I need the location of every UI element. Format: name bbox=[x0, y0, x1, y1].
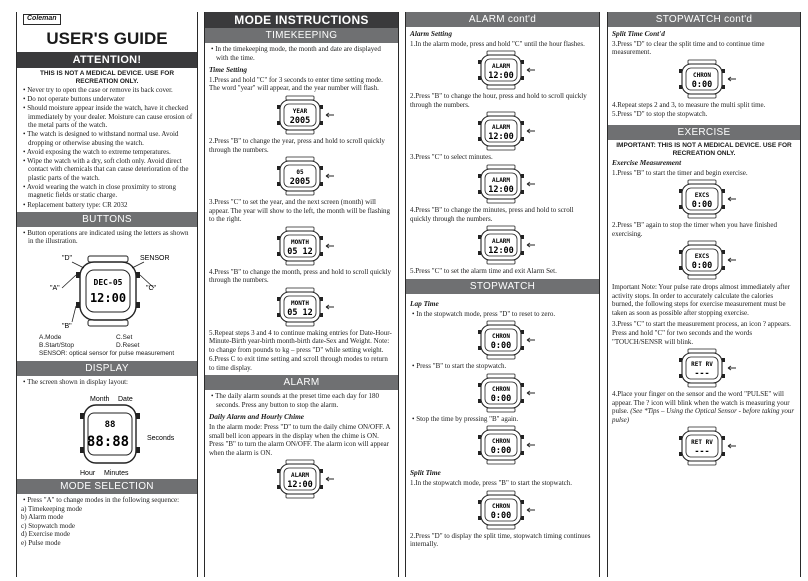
minutes-label: Minutes bbox=[104, 469, 129, 477]
exercise-watch-4 bbox=[612, 426, 796, 466]
important-note: Important Note: Your pulse rate drops almost immediately after activity stops. In order to accurately calculate the calories burned, the following steps for exercise measurement must be taken as soon as possible after stopping exercise. bbox=[612, 283, 790, 317]
watch-top-readout: EXCS bbox=[694, 192, 710, 200]
display-header: DISPLAY bbox=[17, 361, 197, 376]
button-d-label: "D" bbox=[62, 255, 73, 263]
daily-alarm-title: Daily Alarm and Hourly Chime bbox=[209, 412, 305, 422]
legend-c: C.Set bbox=[116, 334, 133, 342]
alarm-step-5: 5.Press "C" to set the alarm time and exit Alarm Set. bbox=[410, 267, 557, 276]
alarm-header: ALARM bbox=[205, 375, 398, 390]
exercise-step-2: 2.Press "B" again to stop the timer when you have finished exercising. bbox=[612, 221, 777, 238]
date-label: Date bbox=[118, 395, 133, 403]
watch-icon bbox=[679, 349, 736, 387]
watch-icon bbox=[277, 157, 334, 195]
legend-b: B.Start/Stop bbox=[39, 342, 75, 350]
column-general bbox=[16, 12, 198, 577]
watch-top-readout: RET RV bbox=[691, 439, 713, 447]
watch-top-readout: MONTH bbox=[290, 299, 309, 307]
mode-item: d) Exercise mode bbox=[21, 530, 70, 539]
watch-bottom-readout: 0:00 bbox=[490, 341, 511, 352]
stopwatch-contd-header: STOPWATCH cont'd bbox=[608, 12, 800, 27]
exercise-warning: IMPORTANT: THIS IS NOT A MEDICAL DEVICE. USE FOR RECREATION ONLY. bbox=[616, 142, 792, 157]
care-bullet: • Do not operate buttons underwater bbox=[23, 95, 125, 104]
medical-warning: THIS IS NOT A MEDICAL DEVICE. USE FOR RECREATION ONLY. bbox=[39, 70, 175, 86]
time-watch-4 bbox=[209, 287, 394, 327]
timekeeping-intro: • In the timekeeping mode, the month and date are displayed with the time. bbox=[211, 45, 381, 62]
care-bullet: • Avoid exposing the watch to extreme temperatures. bbox=[23, 147, 171, 156]
watch-bottom-readout: 0:00 bbox=[490, 510, 511, 521]
mode-instructions-header: MODE INSTRUCTIONS bbox=[205, 12, 398, 28]
watch-top-readout: CHRON bbox=[692, 71, 712, 79]
display-text: • The screen shown in display layout: bbox=[23, 377, 128, 386]
chrono-watch-2 bbox=[410, 373, 595, 413]
buttons-header: BUTTONS bbox=[17, 212, 197, 227]
exercise-watch-2 bbox=[612, 240, 796, 280]
watch-top-readout: CHRON bbox=[491, 333, 510, 341]
watch-bottom-readout: --- bbox=[694, 369, 710, 380]
watch-icon bbox=[478, 226, 535, 264]
watch-icon bbox=[478, 112, 535, 150]
display-main-digits: 88:88 bbox=[86, 433, 130, 450]
watch-bottom-readout: 12:00 bbox=[286, 480, 313, 491]
care-bullet: • Avoid wearing the watch in close proximity to strong magnetic fields or static charge. bbox=[23, 182, 177, 200]
time-step-6: 6.Press C to exit time setting and scroll through modes to return to time display. bbox=[209, 355, 388, 372]
mode-item: e) Pulse mode bbox=[21, 538, 61, 547]
time-setting-title: Time Setting bbox=[209, 65, 248, 75]
chrono-watch-4 bbox=[410, 490, 595, 530]
watch-top-readout: 05 bbox=[295, 169, 304, 177]
alarm-watch bbox=[209, 459, 394, 499]
split-step-3: 3.Press "D" to clear the split time and to continue time measurement. bbox=[612, 39, 765, 57]
exercise-watch-3 bbox=[612, 348, 796, 388]
column-stopwatch-exercise bbox=[607, 12, 801, 577]
care-bullet: • The watch is designed to withstand normal use. Avoid dropping or otherwise abusing the watch. bbox=[23, 130, 179, 147]
alarm-step-2: 2.Press "B" to change the hour, press and hold to scroll quickly through the numbers. bbox=[410, 92, 587, 109]
attention-header: ATTENTION! bbox=[17, 52, 197, 68]
month-label: Month bbox=[90, 395, 110, 403]
alarm-intro: • The daily alarm sounds at the preset time each day for 180 seconds. Press any button to stop the alarm. bbox=[211, 392, 379, 409]
button-b-label: "B" bbox=[62, 323, 72, 331]
watch-top-readout: DEC-05 bbox=[93, 278, 123, 288]
watch-bottom-readout: 0:00 bbox=[490, 446, 511, 457]
sensor-label: SENSOR bbox=[140, 255, 170, 263]
watch-icon bbox=[277, 227, 334, 265]
watch-bottom-readout: 05 12 bbox=[286, 307, 313, 318]
watch-top-readout: CHRON bbox=[491, 438, 510, 446]
watch-bottom-readout: --- bbox=[694, 447, 710, 458]
alarm-watch-1 bbox=[410, 50, 595, 90]
watch-bottom-readout: 0:00 bbox=[691, 261, 713, 272]
watch-top-readout: ALARM bbox=[491, 63, 510, 71]
stopwatch-header: STOPWATCH bbox=[406, 279, 599, 294]
watch-bottom-readout: 0:00 bbox=[691, 200, 713, 211]
care-bullet: • Wipe the watch with a dry, soft cloth only. Avoid direct contact with chemicals that can cause deterioration of the plastic parts of the watch. bbox=[23, 156, 189, 182]
chrono-watch-3 bbox=[410, 425, 595, 465]
legend-a: A.Mode bbox=[39, 334, 62, 342]
display-small-digits: 88 bbox=[104, 419, 116, 430]
watch-icon bbox=[679, 427, 736, 465]
watch-icon bbox=[478, 51, 535, 89]
mode-item: b) Alarm mode bbox=[21, 513, 64, 522]
exercise-step-4: 4.Place your finger on the sensor and the word "PULSE" will appear. The ? icon will blink when the watch is measuring your pulse. (See *Tips – Using the Optical Sensor - before taking your pulse) bbox=[612, 390, 795, 424]
display-layout-illustration bbox=[32, 391, 182, 477]
time-step-3: 3.Press "C" to set the year, and the next screen (month) will appear. The year will show to the left, the month will be flashing to the right. bbox=[209, 198, 391, 224]
legend-d: D.Reset bbox=[116, 342, 140, 350]
split-step-1: 1.In the stopwatch mode, press "B" to start the stopwatch. bbox=[410, 478, 573, 487]
brand-logo: Coleman bbox=[23, 14, 61, 25]
care-bullet: • Should moisture appear inside the watch, have it checked immediately by your dealer. Moisture can cause erosion of the metal parts of the watch. bbox=[23, 104, 193, 130]
watch-icon bbox=[478, 321, 535, 359]
watch-top-readout: ALARM bbox=[491, 177, 510, 185]
split-step-4: 4.Repeat steps 2 and 3, to measure the multi split time. bbox=[612, 100, 766, 109]
watch-bottom-readout: 0:00 bbox=[490, 393, 511, 404]
split-step-5: 5.Press "D" to stop the stopwatch. bbox=[612, 110, 708, 119]
chrono-watch-1 bbox=[410, 320, 595, 360]
hour-label: Hour bbox=[80, 469, 96, 477]
watch-top-readout: ALARM bbox=[491, 238, 510, 246]
watch-icon bbox=[679, 180, 736, 218]
timekeeping-header: TIMEKEEPING bbox=[205, 28, 398, 43]
column-alarm-stopwatch bbox=[405, 12, 600, 577]
time-step-5: 5.Repeat steps 3 and 4 to continue making entries for Date-Hour-Minute-Birth year-birth month-birth date-Sex and Weight. Note: to change from pounds to kg – press "D" while setting weight. bbox=[209, 328, 392, 354]
watch-icon bbox=[679, 60, 736, 98]
watch-icon bbox=[679, 241, 736, 279]
watch-top-readout: EXCS bbox=[694, 253, 710, 261]
exercise-header: EXERCISE bbox=[608, 125, 800, 140]
mode-item: c) Stopwatch mode bbox=[21, 521, 76, 530]
watch-top-readout: RET RV bbox=[691, 361, 713, 369]
button-a-label: "A" bbox=[50, 285, 60, 293]
lap-bullet-3: • Stop the time by pressing "B" again. bbox=[412, 414, 519, 423]
button-legend bbox=[17, 334, 197, 350]
split-step-2: 2.Press "D" to display the split time, stopwatch timing continues internally. bbox=[410, 531, 591, 549]
watch-top-readout: YEAR bbox=[292, 108, 307, 116]
alarm-watch-4 bbox=[410, 225, 595, 265]
watch-top-readout: CHRON bbox=[491, 385, 510, 393]
watch-bottom-readout: 12:00 bbox=[487, 71, 514, 82]
watch-top-readout: MONTH bbox=[290, 238, 309, 246]
watch-top-readout: ALARM bbox=[290, 472, 309, 480]
care-bullet: • Replacement battery type: CR 2032 bbox=[23, 200, 128, 209]
watch-icon bbox=[478, 491, 535, 529]
split-time-title: Split Time bbox=[410, 468, 441, 478]
watch-icon bbox=[478, 165, 535, 203]
watch-bottom-readout: 12:00 bbox=[89, 291, 127, 306]
lap-bullet-2: • Press "B" to start the stopwatch. bbox=[412, 362, 507, 371]
watch-top-readout: CHRON bbox=[491, 502, 510, 510]
watch-bottom-readout: 12:00 bbox=[487, 246, 514, 257]
lap-bullet-1: • In the stopwatch mode, press "D" to reset to zero. bbox=[412, 309, 556, 318]
watch-icon bbox=[277, 288, 334, 326]
alarm-step-4: 4.Press "B" to change the minutes, press and hold to scroll quickly through the numbers. bbox=[410, 206, 574, 223]
watch-icon bbox=[478, 426, 535, 464]
care-bullets bbox=[21, 86, 193, 209]
watch-bottom-readout: 05 12 bbox=[286, 246, 313, 257]
time-step-1: 1.Press and hold "C" for 3 seconds to enter time setting mode. The word "year" will appear, and the year number will flash. bbox=[209, 75, 383, 93]
daily-alarm-text: In the alarm mode: Press "D" to turn the daily chime ON/OFF. A small bell icon appears in the display when the chime is ON. Press "B" to turn the alarm ON/OFF. The alarm icon will appear when the alarm is ON. bbox=[209, 423, 391, 457]
watch-top-readout: ALARM bbox=[491, 124, 510, 132]
chrono-watch-5 bbox=[612, 59, 796, 99]
time-step-2: 2.Press "B" to change the year, press and hold to scroll quickly through the numbers. bbox=[209, 137, 385, 154]
lap-time-title: Lap Time bbox=[410, 298, 439, 308]
alarm-contd-header: ALARM cont'd bbox=[406, 12, 599, 27]
mode-selection-header: MODE SELECTION bbox=[17, 479, 197, 494]
watch-bottom-readout: 2005 bbox=[289, 116, 310, 127]
time-step-4: 4.Press "B" to change the month, press and hold to scroll quickly through the numbers. bbox=[209, 267, 392, 285]
alarm-step-1: 1.In the alarm mode, press and hold "C" until the hour flashes. bbox=[410, 39, 585, 48]
mode-item: a) Timekeeping mode bbox=[21, 504, 83, 513]
page-title: USER'S GUIDE bbox=[46, 28, 168, 48]
exercise-watch-1 bbox=[612, 179, 796, 219]
watch-icon bbox=[478, 374, 535, 412]
watch-icon bbox=[277, 96, 334, 134]
mode-list bbox=[21, 505, 193, 548]
buttons-illustration bbox=[32, 250, 182, 332]
exercise-step-1: 1.Press "B" to start the timer and begin exercise. bbox=[612, 168, 748, 177]
buttons-text: • Button operations are indicated using the letters as shown in the illustration. bbox=[23, 228, 189, 246]
watch-bottom-readout: 12:00 bbox=[487, 185, 514, 196]
care-bullet: • Never try to open the case or remove its back cover. bbox=[23, 86, 173, 95]
watch-bottom-readout: 2005 bbox=[289, 177, 310, 188]
time-watch-1 bbox=[209, 95, 394, 135]
alarm-watch-2 bbox=[410, 111, 595, 151]
legend-sensor: SENSOR: optical sensor for pulse measurement bbox=[39, 349, 175, 357]
column-mode-instructions bbox=[204, 12, 399, 577]
mode-text: • Press "A" to change modes in the following sequence: bbox=[23, 495, 180, 504]
exercise-step-3: 3.Press "C" to start the measurement process, an icon ? appears. Press and hold "C" for two seconds and the words "TOUCH/SENSR will blink. bbox=[612, 320, 791, 346]
alarm-watch-3 bbox=[410, 164, 595, 204]
watch-icon bbox=[277, 460, 334, 498]
split-contd-title: Split Time Cont'd bbox=[612, 29, 665, 38]
button-c-label: "C" bbox=[146, 285, 157, 293]
exercise-title: Exercise Measurement bbox=[612, 157, 682, 167]
seconds-label: Seconds bbox=[147, 434, 175, 442]
watch-bottom-readout: 12:00 bbox=[487, 132, 514, 143]
watch-bottom-readout: 0:00 bbox=[691, 79, 713, 90]
time-watch-3 bbox=[209, 226, 394, 266]
alarm-step-3: 3.Press "C" to select minutes. bbox=[410, 153, 493, 162]
alarm-setting-title: Alarm Setting bbox=[410, 29, 452, 38]
time-watch-2 bbox=[209, 156, 394, 196]
